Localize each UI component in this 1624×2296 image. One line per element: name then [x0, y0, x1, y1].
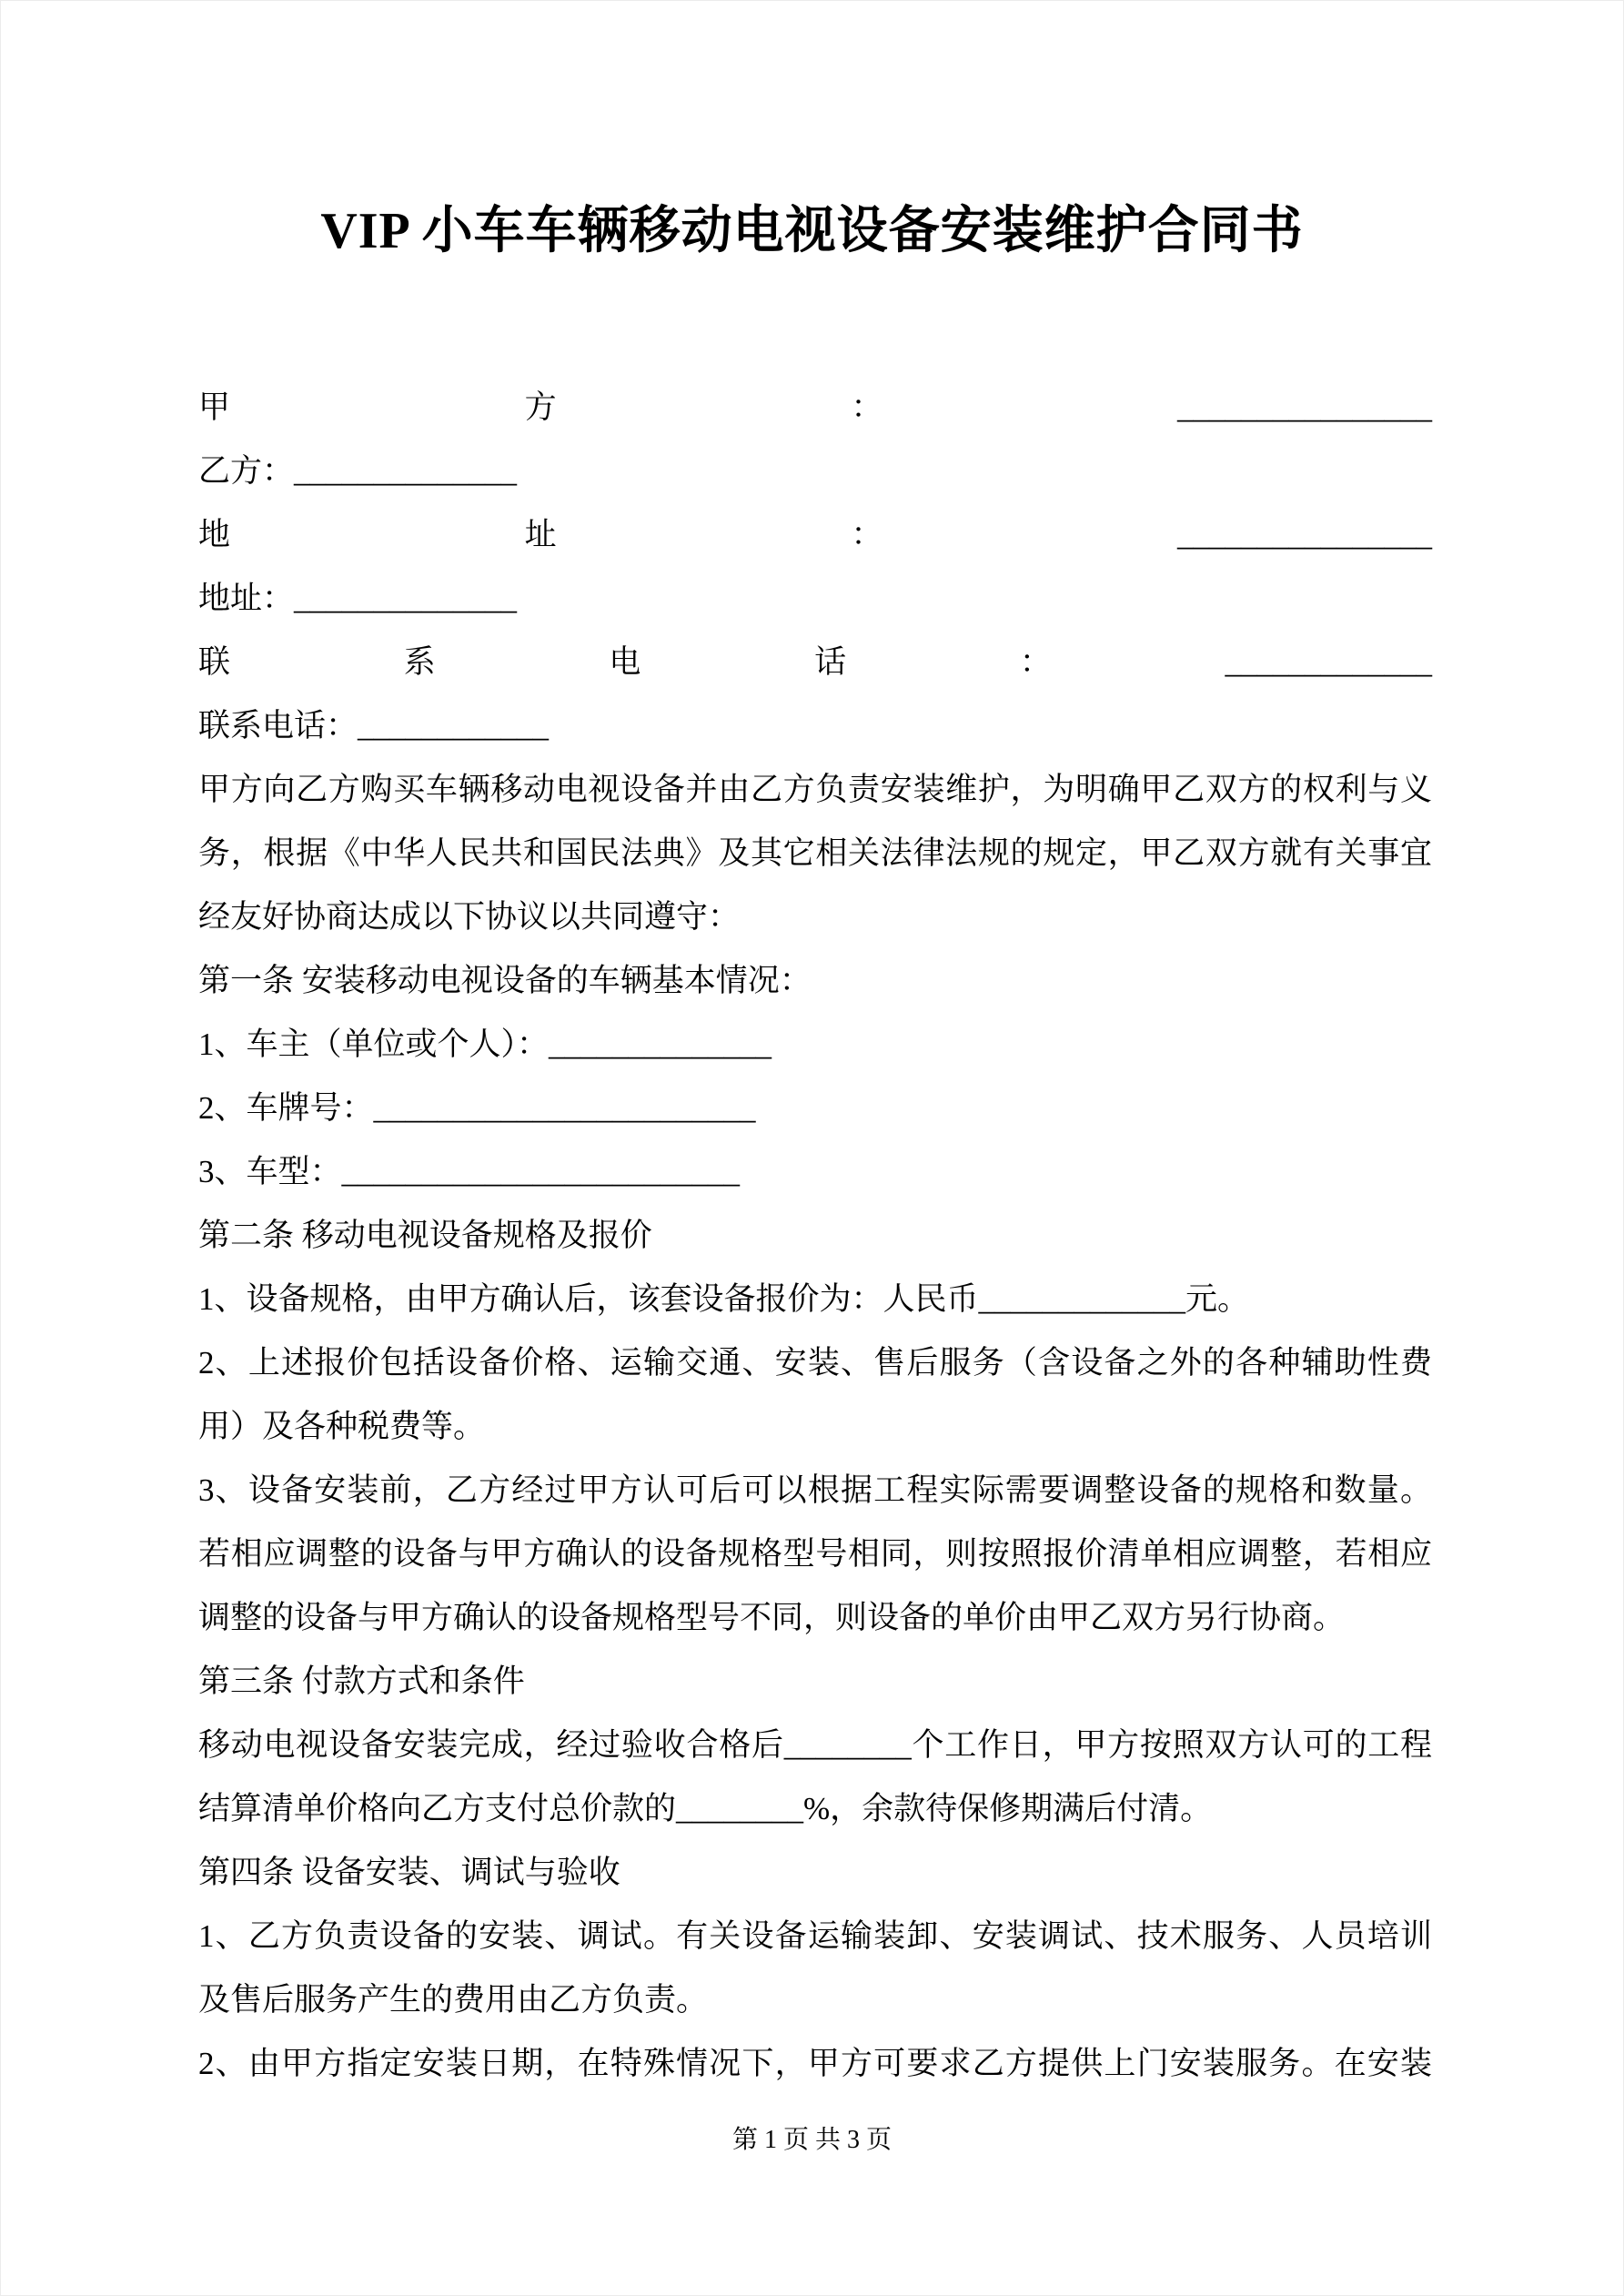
contract-line: 地址：______________	[198, 581, 518, 616]
contract-line: 联系电话：____________	[198, 708, 550, 743]
contract-line: 1、乙方负责设备的安装、调试。有关设备运输装卸、安装调试、技术服务、人员培训	[198, 1918, 1432, 1954]
fill-in-blank: _____________	[1225, 644, 1432, 680]
contract-line: 2、上述报价包括设备价格、运输交通、安装、售后服务（含设备之外的各种辅助性费	[198, 1345, 1432, 1381]
contract-line: 务，根据《中华人民共和国民法典》及其它相关法律法规的规定，甲乙双方就有关事宜	[198, 835, 1432, 871]
contract-line: 用）及各种税费等。	[198, 1409, 486, 1444]
distributed-char: 地	[198, 517, 231, 552]
contract-line: 经友好协商达成以下协议以共同遵守：	[198, 899, 741, 935]
contract-line	[198, 631, 1432, 694]
distributed-char: ：	[851, 389, 883, 425]
distributed-char: 址	[524, 517, 557, 552]
distributed-char: 联	[198, 644, 231, 680]
contract-line: 若相应调整的设备与甲方确认的设备规格型号相同，则按照报价清单相应调整，若相应	[198, 1536, 1432, 1572]
fill-in-blank: ________________	[1176, 517, 1432, 552]
contract-line: 1、车主（单位或个人）：______________	[198, 1027, 772, 1062]
contract-line: 第三条 付款方式和条件	[198, 1664, 525, 1699]
contract-line: 甲方向乙方购买车辆移动电视设备并由乙方负责安装维护，为明确甲乙双方的权利与义	[198, 772, 1432, 807]
distributed-char: 系	[403, 644, 436, 680]
distributed-char: 甲	[198, 389, 231, 425]
contract-line: 第一条 安装移动电视设备的车辆基本情况：	[198, 963, 812, 998]
contract-line: 乙方：______________	[198, 453, 518, 489]
page-title: VIP 小车车辆移动电视设备安装维护合同书	[320, 203, 1304, 259]
distributed-char: ：	[851, 517, 883, 552]
contract-line: 第二条 移动电视设备规格及报价	[198, 1218, 652, 1253]
contract-line: 3、车型：_________________________	[198, 1154, 741, 1189]
contract-line: 第四条 设备安装、调试与验收	[198, 1855, 620, 1890]
contract-line: 3、设备安装前，乙方经过甲方认可后可以根据工程实际需要调整设备的规格和数量。	[198, 1472, 1432, 1508]
contract-body	[198, 376, 1432, 2096]
contract-line: 2、由甲方指定安装日期，在特殊情况下，甲方可要求乙方提供上门安装服务。在安装	[198, 2046, 1432, 2081]
distributed-char: 方	[524, 389, 557, 425]
distributed-char: ：	[1019, 644, 1052, 680]
distributed-char: 电	[609, 644, 641, 680]
contract-line	[198, 376, 1432, 440]
page-footer: 第 1 页 共 3 页	[731, 2126, 892, 2154]
contract-line: 2、车牌号：________________________	[198, 1090, 756, 1126]
contract-line: 及售后服务产生的费用由乙方负责。	[198, 1982, 709, 2018]
contract-line: 调整的设备与甲方确认的设备规格型号不同，则设备的单价由甲乙双方另行协商。	[198, 1600, 1346, 1635]
fill-in-blank: ________________	[1176, 389, 1432, 425]
contract-line: 移动电视设备安装完成，经过验收合格后________个工作日，甲方按照双方认可的工程	[198, 1727, 1432, 1763]
contract-line: 1、设备规格，由甲方确认后，该套设备报价为：人民币_____________元。	[198, 1281, 1250, 1317]
contract-line: 结算清单价格向乙方支付总价款的________%，余款待保修期满后付清。	[198, 1791, 1213, 1826]
contract-line	[198, 503, 1432, 567]
distributed-char: 话	[814, 644, 847, 680]
